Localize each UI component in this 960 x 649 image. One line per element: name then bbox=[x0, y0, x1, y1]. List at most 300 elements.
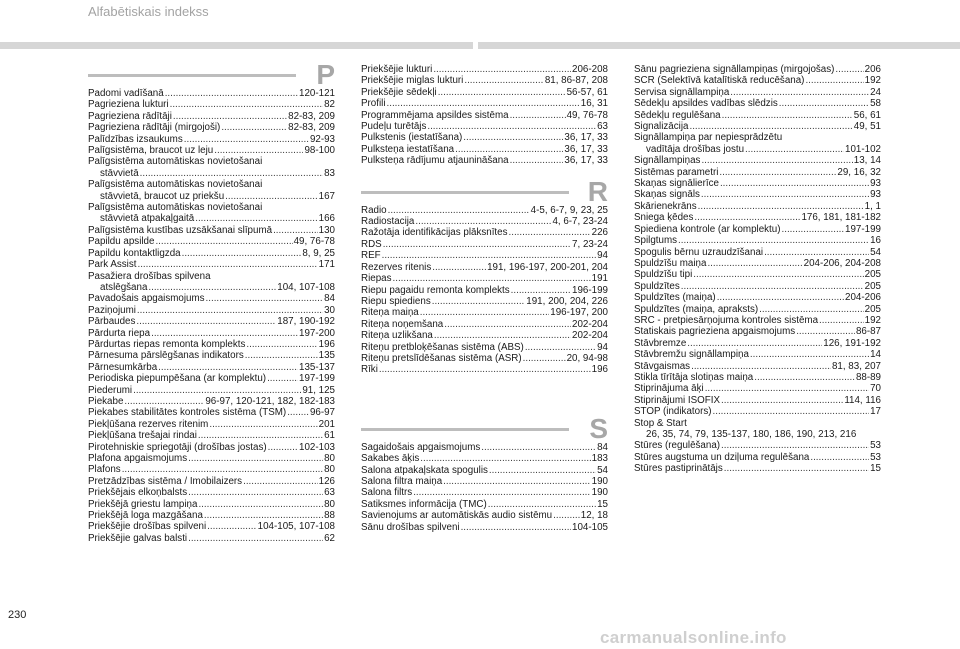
entry-label: Sēdekļu apsildes vadības slēdzis bbox=[634, 98, 778, 110]
entry-leader-dots bbox=[701, 189, 869, 200]
entry-leader-dots bbox=[415, 216, 551, 227]
entry-leader-dots bbox=[745, 144, 844, 155]
entry-leader-dots bbox=[523, 353, 566, 364]
entry-leader-dots bbox=[759, 304, 863, 315]
entry-label: Palīgsistēma automātiskas novietošanai bbox=[88, 202, 263, 214]
entry-leader-dots bbox=[722, 110, 853, 121]
entry-pages: 36, 17, 33 bbox=[564, 143, 608, 155]
entry-leader-dots bbox=[796, 326, 855, 337]
index-entry bbox=[88, 487, 335, 498]
index-entry bbox=[361, 453, 608, 464]
entry-label: Spuldzīšu tipi bbox=[634, 269, 693, 281]
index-entry bbox=[88, 168, 335, 179]
entry-label: Pārdurtas riepas remonta komplekts bbox=[88, 338, 246, 350]
index-column-1 bbox=[88, 59, 335, 544]
index-entry bbox=[88, 453, 335, 464]
entry-pages: 54 bbox=[870, 246, 881, 258]
section-letter-heading bbox=[88, 59, 335, 90]
entry-label: Priekšējā griestu lampiņa bbox=[88, 498, 198, 510]
index-entry bbox=[88, 476, 335, 487]
index-entry bbox=[634, 189, 881, 200]
entry-leader-dots bbox=[140, 168, 323, 179]
entry-label: Stop & Start bbox=[634, 417, 687, 429]
entry-pages: 80 bbox=[324, 453, 335, 464]
entry-pages: 191, 200, 204, 226 bbox=[526, 295, 608, 307]
entry-leader-dots bbox=[705, 383, 869, 394]
entry-label: Pagrieziena rādītāji (mirgojoši) bbox=[88, 122, 221, 134]
entry-pages: 20, 94-98 bbox=[566, 352, 608, 364]
index-entry bbox=[361, 250, 608, 261]
entry-pages: 94 bbox=[597, 341, 608, 353]
entry-pages: 196-199 bbox=[572, 284, 608, 296]
entry-label: Statiskais pagrieziena apgaismojums bbox=[634, 326, 796, 338]
entry-pages: 197-200 bbox=[299, 327, 335, 339]
entry-label: Rīki bbox=[361, 364, 378, 376]
entry-pages: 49, 76-78 bbox=[566, 109, 608, 121]
entry-leader-dots bbox=[730, 87, 869, 98]
entry-label: Spuldzītes (maiņa, apraksts) bbox=[634, 303, 759, 315]
entry-pages: 4-5, 6-7, 9, 23, 25 bbox=[530, 204, 608, 216]
entry-leader-dots bbox=[717, 292, 844, 303]
entry-label: Sēdekļu regulēšana bbox=[634, 109, 721, 121]
index-entry bbox=[361, 110, 608, 121]
entry-leader-dots bbox=[701, 155, 852, 166]
entry-label: Paziņojumi bbox=[88, 304, 136, 316]
header-bar-right bbox=[478, 42, 960, 49]
entry-leader-dots bbox=[553, 510, 580, 521]
entry-label: Riteņa uzlikšana bbox=[361, 330, 433, 342]
index-entry bbox=[88, 282, 335, 293]
entry-leader-dots bbox=[678, 235, 869, 246]
entry-pages: 49, 76-78 bbox=[293, 236, 335, 248]
entry-pages: 36, 17, 33 bbox=[564, 155, 608, 167]
entry-leader-dots bbox=[136, 316, 276, 327]
entry-pages: 197-199 bbox=[299, 373, 335, 385]
index-entry bbox=[88, 179, 335, 190]
index-entry bbox=[88, 339, 335, 350]
index-entry bbox=[88, 88, 335, 99]
entry-label: Piederumi bbox=[88, 384, 133, 396]
entry-pages: 30 bbox=[324, 304, 335, 316]
entry-leader-dots bbox=[707, 258, 802, 269]
entry-label: Papildu apsilde bbox=[88, 236, 155, 248]
entry-leader-dots bbox=[214, 145, 303, 156]
entry-pages: 82 bbox=[324, 99, 335, 111]
entry-pages: 114, 116 bbox=[844, 394, 881, 406]
entry-label: Sānu drošības spilveni bbox=[361, 521, 460, 533]
entry-leader-dots bbox=[689, 121, 852, 132]
entry-leader-dots bbox=[173, 111, 287, 122]
entry-leader-dots bbox=[750, 349, 869, 360]
index-entry bbox=[634, 452, 881, 463]
entry-label: Pārdurta riepa bbox=[88, 327, 151, 339]
index-entry bbox=[88, 134, 335, 145]
entry-pages: 130 bbox=[318, 224, 335, 236]
entry-leader-dots bbox=[810, 452, 869, 463]
entry-leader-dots bbox=[245, 350, 318, 361]
entry-label: Sagaidošais apgaismojums bbox=[361, 441, 481, 453]
index-entry bbox=[88, 328, 335, 339]
index-entry bbox=[88, 430, 335, 441]
index-entry bbox=[634, 98, 881, 109]
index-entry bbox=[361, 273, 608, 284]
entry-label: Salona filtrs bbox=[361, 487, 413, 499]
entry-pages: 49, 51 bbox=[853, 121, 881, 133]
entry-pages: 206-208 bbox=[572, 64, 608, 75]
entry-label: REF bbox=[361, 250, 381, 262]
entry-leader-dots bbox=[243, 476, 318, 487]
entry-pages: 201 bbox=[318, 418, 335, 430]
entry-label: Skārienekrāns bbox=[634, 200, 697, 212]
index-entry bbox=[634, 75, 881, 86]
entry-pages: 93 bbox=[870, 189, 881, 201]
entry-label: Riteņa maiņa bbox=[361, 307, 419, 319]
index-entry bbox=[634, 167, 881, 178]
entry-pages: 80 bbox=[324, 498, 335, 510]
entry-leader-dots bbox=[433, 64, 571, 75]
entry-pages: 8, 9, 25 bbox=[302, 247, 335, 259]
entry-leader-dots bbox=[782, 224, 845, 235]
entry-label: Pulksteņa iestatīšana bbox=[361, 143, 455, 155]
entry-pages: 98-100 bbox=[304, 145, 335, 157]
index-entry bbox=[634, 395, 881, 406]
index-entry bbox=[88, 191, 335, 202]
header-title: Alfabētiskais indekss bbox=[88, 4, 209, 19]
entry-label: vadītāja drošības jostu bbox=[646, 143, 745, 155]
entry-label: SCR (Selektīvā katalītiskā reducēšana) bbox=[634, 75, 805, 87]
index-entry bbox=[634, 440, 881, 451]
entry-label: Palīgsistēma, braucot uz leju bbox=[88, 145, 214, 157]
entry-pages: 120-121 bbox=[299, 88, 335, 99]
index-entry bbox=[361, 121, 608, 132]
entry-leader-dots bbox=[779, 98, 869, 109]
entry-pages: 196 bbox=[591, 364, 608, 376]
entry-pages: 62 bbox=[324, 532, 335, 544]
index-entry bbox=[634, 258, 881, 269]
entry-leader-dots bbox=[148, 282, 276, 293]
entry-label: Pārbaudes bbox=[88, 316, 136, 328]
entry-label: Spuldzītes bbox=[634, 280, 680, 292]
entry-label: Stūres pastiprinātājs bbox=[634, 463, 723, 475]
entry-label: Pasažiera drošības spilvena bbox=[88, 270, 211, 282]
entry-leader-dots bbox=[225, 191, 317, 202]
entry-leader-dots bbox=[724, 463, 869, 474]
index-column-3 bbox=[634, 64, 881, 475]
entry-label: Piekabe bbox=[88, 395, 124, 407]
entry-label: Spiediena kontrole (ar komplektu) bbox=[634, 223, 781, 235]
entry-leader-dots bbox=[137, 259, 317, 270]
entry-pages: 63 bbox=[324, 487, 335, 499]
entry-leader-dots bbox=[170, 99, 323, 110]
entry-pages: 204-206, 204-208 bbox=[803, 257, 881, 269]
entry-leader-dots bbox=[268, 442, 298, 453]
entry-label: Signāllampiņas bbox=[634, 155, 701, 167]
entry-pages: 104, 107-108 bbox=[277, 281, 335, 293]
entry-pages: 202-204 bbox=[572, 318, 608, 330]
index-entry bbox=[88, 373, 335, 384]
entry-leader-dots bbox=[444, 319, 571, 330]
index-entry bbox=[361, 205, 608, 216]
entry-pages: 82-83, 209 bbox=[288, 110, 335, 122]
index-entry bbox=[361, 98, 608, 109]
entry-pages: 205 bbox=[864, 303, 881, 315]
entry-label: Priekšējais elkoņbalsts bbox=[88, 487, 188, 499]
index-entry bbox=[88, 305, 335, 316]
index-entry bbox=[88, 316, 335, 327]
entry-label: Profili bbox=[361, 98, 386, 110]
entry-pages: 88-89 bbox=[855, 371, 881, 383]
section-letter: P bbox=[316, 59, 335, 90]
entry-pages: 83 bbox=[324, 167, 335, 179]
entry-label: Spuldzīšu maiņa bbox=[634, 257, 707, 269]
entry-leader-dots bbox=[443, 476, 591, 487]
index-section bbox=[88, 59, 335, 544]
index-entry bbox=[88, 99, 335, 110]
entry-leader-dots bbox=[509, 227, 591, 238]
entry-pages: 190 bbox=[591, 475, 608, 487]
index-entry bbox=[361, 307, 608, 318]
index-entry bbox=[361, 227, 608, 238]
index-entry bbox=[634, 201, 881, 212]
entry-label: Riteņu pretslīdēšanas sistēma (ASR) bbox=[361, 352, 522, 364]
entry-label: Pavadošais apgaismojums bbox=[88, 293, 205, 305]
entry-label: STOP (indikators) bbox=[634, 406, 712, 418]
entry-label: Stūres (regulēšana) bbox=[634, 440, 721, 452]
index-entry bbox=[361, 239, 608, 250]
entry-leader-dots bbox=[155, 236, 292, 247]
index-entry bbox=[634, 235, 881, 246]
entry-label: Palīgsistēma automātiskas novietošanai bbox=[88, 179, 263, 191]
section-rule bbox=[361, 191, 569, 194]
entry-label: Stiprinājumi ISOFIX bbox=[634, 394, 721, 406]
entry-leader-dots bbox=[420, 453, 590, 464]
index-entry bbox=[88, 499, 335, 510]
entry-pages: 84 bbox=[324, 293, 335, 305]
entry-label: Radiostacija bbox=[361, 216, 415, 228]
entry-pages: 82-83, 209 bbox=[288, 122, 335, 134]
index-entry bbox=[361, 442, 608, 453]
entry-leader-dots bbox=[713, 406, 870, 417]
entry-label: Riteņu pretbloķēšanas sistēma (ABS) bbox=[361, 341, 524, 353]
entry-pages: 4, 6-7, 23-24 bbox=[552, 216, 608, 228]
entry-leader-dots bbox=[221, 122, 287, 133]
entry-label: Priekšējā loga mazgāšana bbox=[88, 510, 203, 522]
entry-leader-dots bbox=[488, 499, 596, 510]
entry-label: Servisa signāllampiņa bbox=[634, 86, 730, 98]
entry-leader-dots bbox=[754, 372, 855, 383]
entry-label: Palīgsistēma automātiskas novietošanai bbox=[88, 156, 263, 168]
entry-leader-dots bbox=[455, 144, 563, 155]
index-entry bbox=[361, 364, 608, 375]
entry-pages: 126, 191-192 bbox=[823, 337, 881, 349]
index-entry bbox=[634, 292, 881, 303]
entry-pages: 187, 190-192 bbox=[277, 316, 335, 328]
entry-label: Stāvbremze bbox=[634, 337, 687, 349]
entry-label: Periodiska piepumpēšana (ar komplektu) bbox=[88, 373, 267, 385]
index-entry bbox=[88, 464, 335, 475]
index-entry bbox=[88, 521, 335, 532]
index-entry bbox=[361, 487, 608, 498]
entry-label: Stāvbremžu signāllampiņa bbox=[634, 349, 749, 361]
entry-label: Radio bbox=[361, 204, 387, 216]
index-entry bbox=[361, 330, 608, 341]
index-entry bbox=[361, 155, 608, 166]
entry-leader-dots bbox=[383, 239, 571, 250]
entry-pages: 92-93 bbox=[309, 133, 335, 145]
index-entry bbox=[634, 269, 881, 280]
entry-label: Piekabes stabilitātes kontroles sistēma (TSM) bbox=[88, 407, 287, 419]
index-entry bbox=[88, 236, 335, 247]
entry-pages: 192 bbox=[864, 75, 881, 87]
index-entry bbox=[361, 476, 608, 487]
entry-leader-dots bbox=[188, 533, 323, 544]
entry-leader-dots bbox=[805, 75, 863, 86]
entry-leader-dots bbox=[835, 64, 863, 75]
entry-label: Spilgtums bbox=[634, 235, 678, 247]
index-entry bbox=[88, 385, 335, 396]
entry-leader-dots bbox=[681, 281, 864, 292]
entry-pages: 196 bbox=[318, 338, 335, 350]
entry-leader-dots bbox=[721, 440, 869, 451]
index-entry bbox=[88, 248, 335, 259]
entry-label: Signāllampiņa par nepiesprādzētu bbox=[634, 132, 783, 144]
entry-label: Satiksmes informācija (TMC) bbox=[361, 498, 487, 510]
entry-leader-dots bbox=[525, 342, 596, 353]
entry-label: Palīgsistēma kustības uzsākšanai slīpumā bbox=[88, 224, 273, 236]
entry-pages: 7, 23-24 bbox=[572, 238, 608, 250]
entry-leader-dots bbox=[693, 269, 863, 280]
entry-pages: 166 bbox=[318, 213, 335, 225]
entry-pages: 191, 196-197, 200-201, 204 bbox=[487, 261, 608, 273]
entry-pages: 205 bbox=[864, 269, 881, 281]
entry-pages: 53 bbox=[870, 451, 881, 463]
index-entry bbox=[634, 212, 881, 223]
entry-pages: 16, 31 bbox=[580, 98, 608, 110]
entry-leader-dots bbox=[719, 167, 836, 178]
entry-pages: 102-103 bbox=[299, 441, 335, 453]
index-entry bbox=[634, 338, 881, 349]
page-number: 230 bbox=[8, 609, 27, 621]
entry-label: Pulkstenis (iestatīšana) bbox=[361, 132, 463, 144]
entry-leader-dots bbox=[489, 465, 596, 476]
entry-label: stāvvietā bbox=[100, 167, 139, 179]
index-entry bbox=[361, 87, 608, 98]
watermark: carmanualsonline.info bbox=[600, 628, 787, 647]
entry-leader-dots bbox=[198, 499, 323, 510]
entry-label: atslēgšana bbox=[100, 281, 148, 293]
index-entry bbox=[361, 132, 608, 143]
entry-pages: 126 bbox=[318, 475, 335, 487]
index-entry bbox=[361, 319, 608, 330]
entry-pages: 13, 14 bbox=[853, 155, 881, 167]
entry-label: Skaņas signālierīce bbox=[634, 178, 719, 190]
entry-pages: 63 bbox=[597, 121, 608, 133]
index-entry bbox=[88, 396, 335, 407]
index-entry bbox=[361, 499, 608, 510]
entry-label: Sānu pagrieziena signāllampiņas (mirgojošas) bbox=[634, 64, 835, 75]
entry-leader-dots bbox=[273, 225, 318, 236]
index-column-2 bbox=[361, 64, 608, 533]
entry-label: Stiprinājuma āķi bbox=[634, 383, 704, 395]
index-entry bbox=[361, 64, 608, 75]
index-entry bbox=[361, 75, 608, 86]
entry-pages: 93 bbox=[870, 178, 881, 190]
entry-leader-dots bbox=[151, 328, 298, 339]
index-entry bbox=[634, 383, 881, 394]
entry-label: Pudeļu turētājs bbox=[361, 121, 427, 133]
entry-pages: 15 bbox=[597, 498, 608, 510]
entry-label: Programmējama apsildes sistēma bbox=[361, 109, 509, 121]
entry-pages: 190 bbox=[591, 487, 608, 499]
entry-pages: 135 bbox=[318, 350, 335, 362]
entry-leader-dots bbox=[427, 121, 596, 132]
entry-label: SRC - pretpiesārņojuma kontroles sistēma bbox=[634, 314, 819, 326]
index-entry bbox=[88, 510, 335, 521]
entry-pages: 197-199 bbox=[845, 223, 881, 235]
entry-label: Priekšējie sēdekļi bbox=[361, 86, 437, 98]
entry-leader-dots bbox=[198, 430, 323, 441]
entry-pages: 88 bbox=[324, 510, 335, 522]
index-entry bbox=[634, 326, 881, 337]
entry-label: RDS bbox=[361, 238, 382, 250]
index-entry bbox=[88, 145, 335, 156]
entry-pages: 96-97, 120-121, 182, 182-183 bbox=[205, 395, 335, 407]
index-entry bbox=[634, 87, 881, 98]
index-entry bbox=[361, 262, 608, 273]
index-entry bbox=[634, 429, 881, 440]
entry-label: Signalizācija bbox=[634, 121, 689, 133]
index-entry bbox=[634, 304, 881, 315]
index-entry bbox=[634, 315, 881, 326]
entry-label: Pretzādzības sistēma / Imobilaizers bbox=[88, 475, 243, 487]
index-entry bbox=[88, 350, 335, 361]
entry-pages: 204-206 bbox=[845, 292, 881, 304]
entry-label: Sistēmas parametri bbox=[634, 166, 719, 178]
entry-label: stāvvietā atpakaļgaitā bbox=[100, 213, 195, 225]
entry-label: Pirotehniskie spriegotāji (drošības jostas) bbox=[88, 441, 267, 453]
entry-label: Stikla tīrītāja slotiņas maiņa bbox=[634, 371, 754, 383]
index-entry bbox=[88, 111, 335, 122]
entry-pages: 14 bbox=[870, 349, 881, 361]
index-section bbox=[634, 64, 881, 475]
entry-label: Plafons bbox=[88, 464, 121, 476]
entry-leader-dots bbox=[434, 330, 571, 341]
entry-pages: 101-102 bbox=[845, 143, 881, 155]
entry-pages: 84 bbox=[597, 441, 608, 453]
entry-leader-dots bbox=[165, 88, 298, 99]
entry-pages: 94 bbox=[597, 250, 608, 262]
entry-pages: 176, 181, 181-182 bbox=[801, 212, 881, 224]
index-entry bbox=[634, 463, 881, 474]
index-entry bbox=[634, 132, 881, 143]
entry-label: 26, 35, 74, 79, 135-137, 180, 186, 190, 213, 216 bbox=[646, 429, 857, 440]
entry-leader-dots bbox=[420, 307, 550, 318]
entry-leader-dots bbox=[204, 510, 323, 521]
entry-leader-dots bbox=[464, 75, 543, 86]
entry-leader-dots bbox=[481, 442, 596, 453]
section-rule bbox=[361, 428, 569, 431]
entry-label: Riepu pagaidu remonta komplekts bbox=[361, 284, 510, 296]
entry-leader-dots bbox=[124, 396, 204, 407]
entry-label: Savienojums ar automātiskās audio sistēmu bbox=[361, 510, 553, 522]
entry-pages: 29, 16, 32 bbox=[837, 166, 881, 178]
index-entry bbox=[88, 122, 335, 133]
section-letter-heading bbox=[361, 412, 608, 444]
index-entry bbox=[634, 155, 881, 166]
entry-leader-dots bbox=[287, 407, 309, 418]
entry-label: Pagrieziena rādītāji bbox=[88, 110, 172, 122]
section-letter-heading bbox=[361, 175, 608, 207]
